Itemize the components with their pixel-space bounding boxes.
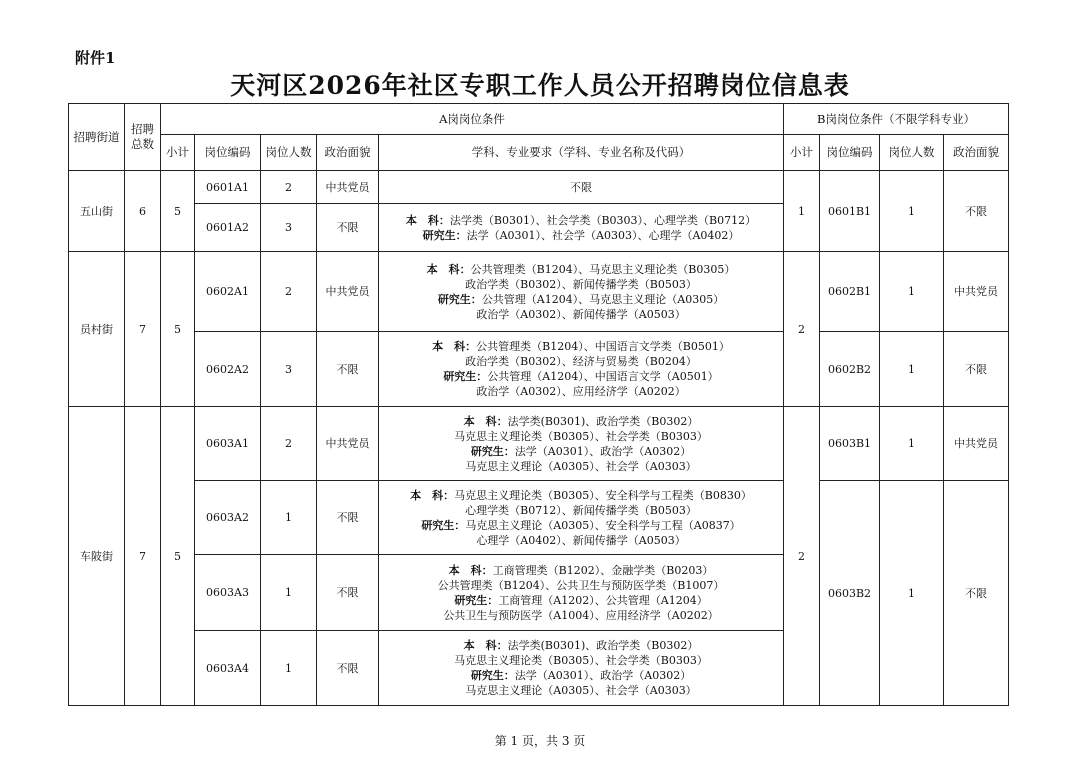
major-line <box>379 459 783 474</box>
a-post-major <box>379 481 784 555</box>
major-text: 政治学（A0302）、应用经济学（A0202） <box>476 385 686 398</box>
header-a-count: 岗位人数 <box>261 135 317 171</box>
a-post-code: 0603A3 <box>195 555 261 631</box>
major-text: 工商管理（A1202）、公共管理（A1204） <box>498 593 708 607</box>
a-post-politics: 不限 <box>317 332 379 407</box>
major-line <box>379 563 783 578</box>
a-post-code: 0602A2 <box>195 332 261 407</box>
a-post-count: 3 <box>261 204 317 252</box>
major-text: 公共管理类（B1204）、公共卫生与预防医学类（B1007） <box>437 578 725 592</box>
major-line <box>379 384 783 399</box>
a-post-count: 1 <box>261 631 317 706</box>
a-post-major <box>379 555 784 631</box>
b-post-count: 1 <box>880 171 944 252</box>
major-line <box>379 414 783 429</box>
major-degree-label: 本 科： <box>405 213 450 227</box>
street-total: 7 <box>125 252 161 407</box>
major-text: 法学类（B0301）、社会学类（B0303）、心理学类（B0712） <box>449 213 757 227</box>
header-total-line2: 总数 <box>131 137 154 151</box>
major-text: 马克思主义理论类（B0305）、社会学类（B0303） <box>454 429 708 443</box>
major-line <box>379 593 783 608</box>
a-post-major <box>379 204 784 252</box>
major-degree-label: 研究生： <box>443 370 488 383</box>
table-row <box>69 407 1009 481</box>
a-post-politics: 中共党员 <box>317 171 379 204</box>
b-post-politics: 不限 <box>944 332 1009 407</box>
a-post-major <box>379 407 784 481</box>
b-subtotal: 2 <box>784 407 820 706</box>
major-line <box>379 228 783 243</box>
a-post-code: 0603A2 <box>195 481 261 555</box>
major-line <box>379 653 783 668</box>
a-post-count: 2 <box>261 171 317 204</box>
major-degree-label: 本 科： <box>432 340 477 353</box>
major-degree-label: 研究生： <box>422 228 467 242</box>
major-text: 马克思主义理论（A0305）、社会学（A0303） <box>465 459 697 473</box>
major-line <box>379 369 783 384</box>
major-text: 马克思主义理论（A0305）、安全科学与工程（A0837） <box>465 518 741 532</box>
document-title: 天河区2026年社区专职工作人员公开招聘岗位信息表 <box>230 71 850 100</box>
major-text: 公共卫生与预防医学（A1004）、应用经济学（A0202） <box>443 608 719 622</box>
street-name: 员村街 <box>69 252 125 407</box>
header-total-line1: 招聘 <box>131 122 154 136</box>
b-post-code: 0603B2 <box>820 481 880 706</box>
major-text: 公共管理（A1204）、马克思主义理论（A0305） <box>481 292 725 306</box>
b-post-code: 0602B1 <box>820 252 880 332</box>
recruitment-table <box>68 103 1009 706</box>
major-degree-label: 研究生： <box>437 292 482 306</box>
b-subtotal: 2 <box>784 252 820 407</box>
major-line <box>379 444 783 459</box>
header-total <box>125 104 161 171</box>
header-a-code: 岗位编码 <box>195 135 261 171</box>
header-b-code: 岗位编码 <box>820 135 880 171</box>
header-street: 招聘街道 <box>69 104 125 171</box>
header-b-group: B岗岗位条件（不限学科专业） <box>784 104 1009 135</box>
street-name: 五山街 <box>69 171 125 252</box>
major-degree-label: 研究生： <box>470 444 515 458</box>
header-b-count: 岗位人数 <box>880 135 944 171</box>
a-subtotal: 5 <box>161 171 195 252</box>
b-post-politics: 中共党员 <box>944 407 1009 481</box>
major-text: 马克思主义理论类（B0305）、安全科学与工程类（B0830） <box>454 488 752 502</box>
major-text: 政治学类（B0302）、经济与贸易类（B0204） <box>465 355 697 368</box>
major-line <box>379 638 783 653</box>
a-post-count: 1 <box>261 481 317 555</box>
major-line <box>379 307 783 322</box>
a-post-politics: 不限 <box>317 204 379 252</box>
major-text: 马克思主义理论类（B0305）、社会学类（B0303） <box>454 654 708 667</box>
a-post-politics: 中共党员 <box>317 252 379 332</box>
b-post-code: 0602B2 <box>820 332 880 407</box>
major-text: 法学（A0301）、政治学（A0302） <box>514 444 692 458</box>
major-text: 公共管理类（B1204）、马克思主义理论类（B0305） <box>470 262 736 276</box>
street-total: 7 <box>125 407 161 706</box>
a-post-count: 3 <box>261 332 317 407</box>
major-line <box>379 339 783 354</box>
street-name: 车陂街 <box>69 407 125 706</box>
major-line <box>379 668 783 683</box>
a-subtotal: 5 <box>161 252 195 407</box>
major-line <box>379 533 783 548</box>
major-text: 公共管理类（B1204）、中国语言文学类（B0501） <box>476 340 730 353</box>
major-line <box>379 277 783 292</box>
major-degree-label: 研究生： <box>470 669 515 682</box>
b-post-politics: 不限 <box>944 171 1009 252</box>
b-post-code: 0603B1 <box>820 407 880 481</box>
major-line <box>379 518 783 533</box>
a-post-count: 2 <box>261 252 317 332</box>
major-text: 工商管理类（B1202）、金融学类（B0203） <box>492 563 714 577</box>
major-line <box>379 683 783 698</box>
major-line <box>379 262 783 277</box>
b-post-politics: 不限 <box>944 481 1009 706</box>
major-line <box>379 488 783 503</box>
major-text: 政治学类（B0302）、新闻传播学类（B0503） <box>465 277 697 291</box>
header-a-politics: 政治面貌 <box>317 135 379 171</box>
major-degree-label: 本 科： <box>448 563 493 577</box>
major-text: 法学（A0301）、政治学（A0302） <box>514 669 692 682</box>
major-degree-label: 本 科： <box>463 414 508 428</box>
table-row <box>69 481 1009 555</box>
major-text: 心理学（A0402）、新闻传播学（A0503） <box>476 533 686 547</box>
a-post-count: 1 <box>261 555 317 631</box>
street-total: 6 <box>125 171 161 252</box>
a-post-code: 0601A1 <box>195 171 261 204</box>
header-a-group: A岗岗位条件 <box>161 104 784 135</box>
a-post-code: 0601A2 <box>195 204 261 252</box>
header-a-subtotal: 小计 <box>161 135 195 171</box>
major-line <box>379 503 783 518</box>
major-text: 心理学类（B0712）、新闻传播学类（B0503） <box>465 503 697 517</box>
b-post-count: 1 <box>880 481 944 706</box>
major-degree-label: 研究生： <box>454 593 499 607</box>
b-post-count: 1 <box>880 252 944 332</box>
a-post-politics: 中共党员 <box>317 407 379 481</box>
a-post-politics: 不限 <box>317 631 379 706</box>
header-a-major: 学科、专业要求（学科、专业名称及代码） <box>379 135 784 171</box>
table-row <box>69 252 1009 332</box>
major-text: 法学类(B0301)、政治学类（B0302） <box>507 639 699 652</box>
major-degree-label: 本 科： <box>426 262 471 276</box>
a-post-code: 0603A4 <box>195 631 261 706</box>
header-b-subtotal: 小计 <box>784 135 820 171</box>
b-post-count: 1 <box>880 407 944 481</box>
major-degree-label: 研究生： <box>421 518 466 532</box>
b-subtotal: 1 <box>784 171 820 252</box>
header-b-politics: 政治面貌 <box>944 135 1009 171</box>
major-text: 公共管理（A1204）、中国语言文学（A0501） <box>487 370 719 383</box>
a-post-major <box>379 631 784 706</box>
major-line <box>379 354 783 369</box>
a-post-politics: 不限 <box>317 555 379 631</box>
major-line <box>379 213 783 228</box>
a-post-major <box>379 332 784 407</box>
major-text: 法学（A0301）、社会学（A0303）、心理学（A0402） <box>466 228 740 242</box>
major-line <box>379 578 783 593</box>
table-row <box>69 332 1009 407</box>
major-text: 政治学（A0302）、新闻传播学（A0503） <box>476 307 686 321</box>
major-degree-label: 本 科： <box>463 639 508 652</box>
major-line <box>379 608 783 623</box>
a-post-major <box>379 252 784 332</box>
b-post-code: 0601B1 <box>820 171 880 252</box>
major-degree-label: 本 科： <box>410 488 455 502</box>
b-post-count: 1 <box>880 332 944 407</box>
annex-label: 附件1 <box>75 49 116 67</box>
major-line <box>379 292 783 307</box>
a-post-major: 不限 <box>379 171 784 204</box>
major-line <box>379 429 783 444</box>
a-post-code: 0602A1 <box>195 252 261 332</box>
a-post-count: 2 <box>261 407 317 481</box>
major-text: 法学类(B0301)、政治学类（B0302） <box>507 414 699 428</box>
major-text: 马克思主义理论（A0305）、社会学（A0303） <box>465 684 697 697</box>
table-row <box>69 171 1009 204</box>
a-post-politics: 不限 <box>317 481 379 555</box>
a-subtotal: 5 <box>161 407 195 706</box>
a-post-code: 0603A1 <box>195 407 261 481</box>
page-footer: 第 1 页，共 3 页 <box>494 734 586 748</box>
b-post-politics: 中共党员 <box>944 252 1009 332</box>
